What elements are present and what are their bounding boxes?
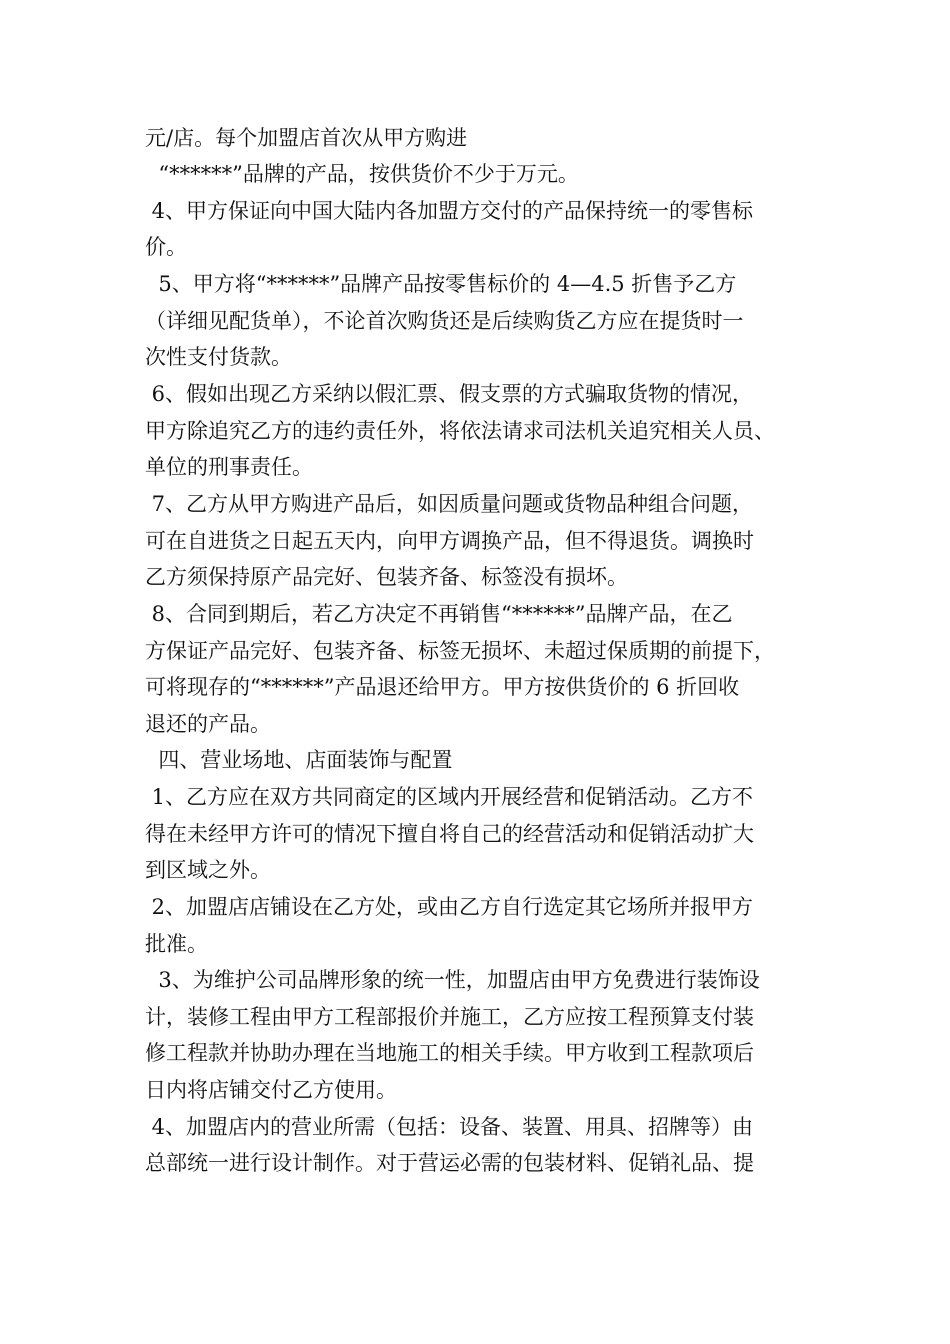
text-line: 次性支付货款。 [145,345,292,369]
text-line: 5、甲方将“******”品牌产品按零售标价的 4—4.5 折售予乙方 [145,272,737,296]
text-line: 批准。 [145,932,208,956]
text-line: 单位的刑事责任。 [145,455,313,479]
text-line: 乙方须保持原产品完好、包装齐备、标签没有损坏。 [145,565,628,589]
text-line: 修工程款并协助办理在当地施工的相关手续。甲方收到工程款项后 [145,1041,754,1065]
text-line: 退还的产品。 [145,712,271,736]
text-line: 2、加盟店店铺设在乙方处，或由乙方自行选定其它场所并报甲方 [145,895,754,919]
text-line: 计，装修工程由甲方工程部报价并施工，乙方应按工程预算支付装 [145,1005,754,1029]
text-line: 7、乙方从甲方购进产品后，如因质量问题或货物品种组合问题， [145,492,754,516]
text-line: 可将现存的“******”产品退还给甲方。甲方按供货价的 6 折回收 [145,675,740,699]
text-line: 可在自进货之日起五天内，向甲方调换产品，但不得退货。调换时 [145,529,754,553]
text-line: （详细见配货单），不论首次购货还是后续购货乙方应在提货时一 [145,309,744,333]
text-line: 总部统一进行设计制作。对于营运必需的包装材料、促销礼品、提 [145,1151,754,1175]
text-line: 4、加盟店内的营业所需（包括：设备、装置、用具、招牌等）由 [145,1115,754,1139]
text-line: 得在未经甲方许可的情况下擅自将自己的经营活动和促销活动扩大 [145,822,754,846]
text-line: 6、假如出现乙方采纳以假汇票、假支票的方式骗取货物的情况， [145,382,754,406]
text-line: 8、合同到期后，若乙方决定不再销售“******”品牌产品，在乙 [145,602,733,626]
text-line: 方保证产品完好、包装齐备、标签无损坏、未超过保质期的前提下， [145,639,775,663]
text-line: 4、甲方保证向中国大陆内各加盟方交付的产品保持统一的零售标 [145,199,754,223]
text-line: 价。 [145,235,187,259]
text-line: 元/店。每个加盟店首次从甲方购进 [145,126,468,150]
text-line: 3、为维护公司品牌形象的统一性，加盟店由甲方免费进行装饰设 [145,968,760,992]
text-line: 甲方除追究乙方的违约责任外，将依法请求司法机关追究相关人员、 [145,419,775,443]
section-heading: 四、营业场地、店面装饰与配置 [145,748,453,772]
text-line: 日内将店铺交付乙方使用。 [145,1078,397,1102]
text-line: “******”品牌的产品，按供货价不少于万元。 [145,162,579,186]
text-line: 1、乙方应在双方共同商定的区域内开展经营和促销活动。乙方不 [145,785,754,809]
text-line: 到区域之外。 [145,858,271,882]
